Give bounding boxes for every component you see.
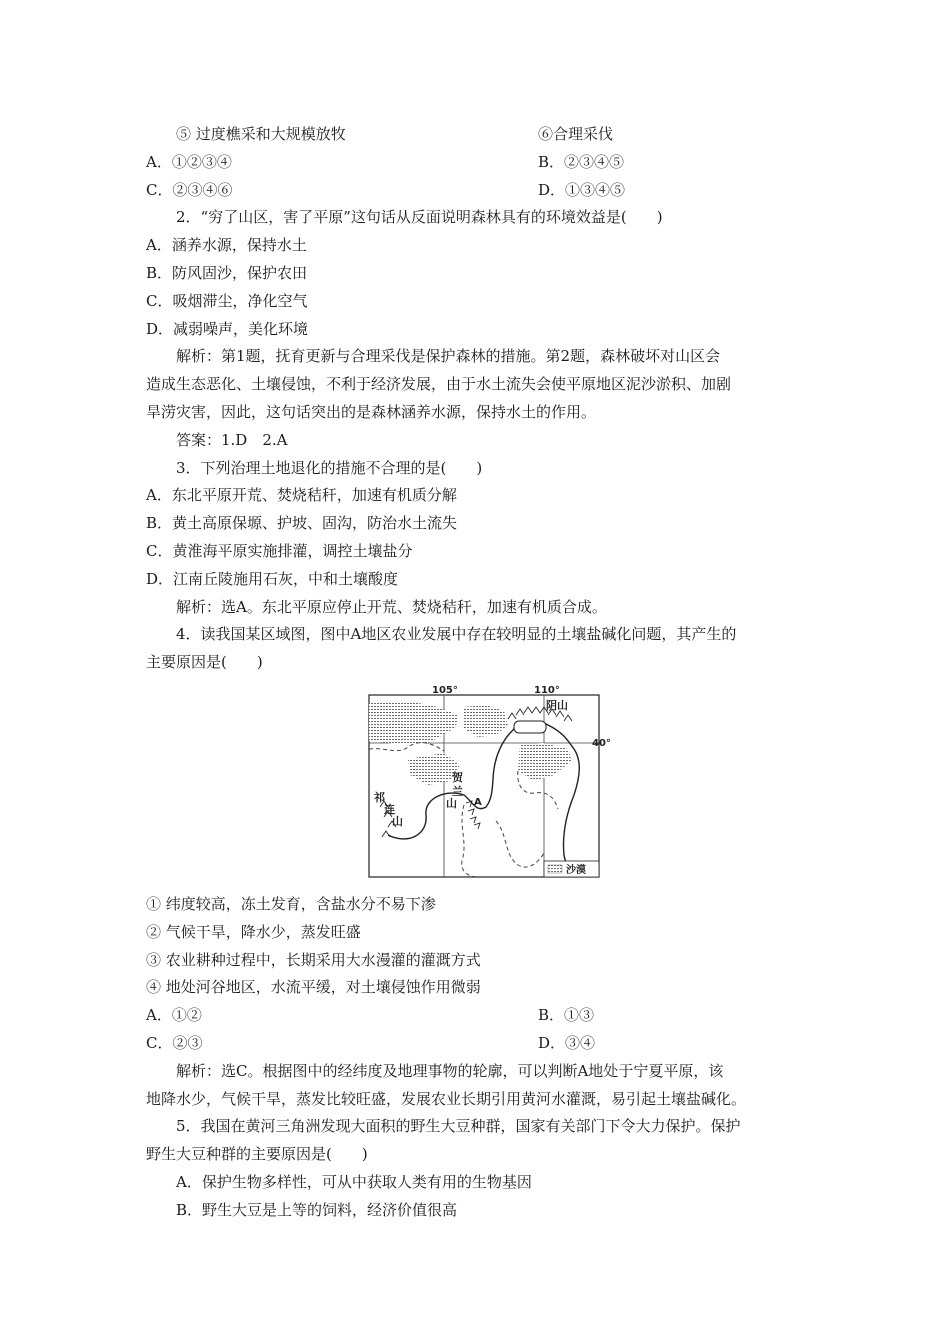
q1-item-5: ⑤ 过度樵采和大规模放牧 [176,125,346,143]
q2-option-a: A．涵养水源，保持水土 [146,236,307,255]
q3-option-b: B．黄土高原保塬、护坡、固沟，防治水土流失 [146,514,458,533]
qilian-label-1: 祁 [374,790,385,804]
helan-label-3: 山 [446,796,457,810]
q4-option-b: B．①③ [538,1006,595,1025]
q1-option-a: A．①②③④ [146,152,232,171]
q5-option-b: B．野生大豆是上等的饲料，经济价值很高 [176,1200,458,1219]
q2-stem: 2．“穷了山区，害了平原”这句话从反面说明森林具有的环境效益是( ) [176,208,663,227]
q4-item-1: ① 纬度较高，冻土发育，含盐水分不易下渗 [146,894,436,913]
hetao-plain-outline [514,721,546,733]
analysis-12-line-1: 解析：第1题，抚育更新与合理采伐是保护森林的措施。第2题，森林破坏对山区会 [176,347,721,366]
q3-option-d: D．江南丘陵施用石灰，中和土壤酸度 [146,569,399,588]
qilian-label-2: 连 [384,802,395,816]
q4-item-4: ④ 地处河谷地区，水流平缓，对土壤侵蚀作用微弱 [146,978,481,997]
q2-option-d: D．减弱噪声，美化环境 [146,319,309,338]
point-a-label: A [474,796,482,808]
analysis-12-line-2: 造成生态恶化、土壤侵蚀，不利于经济发展，由于水土流失会使平原地区泥沙淤积、加剧 [146,375,732,394]
q4-analysis-line-1: 解析：选C。根据图中的经纬度及地理事物的轮廓，可以判断A地处于宁夏平原，该 [176,1061,724,1080]
q4-option-a: A．①② [146,1006,202,1025]
q3-stem: 3．下列治理土地退化的措施不合理的是( ) [176,458,483,477]
q2-option-b: B．防风固沙，保护农田 [146,263,308,282]
answer-12: 答案：1.D 2.A [176,430,288,449]
q2-option-c: C．吸烟滞尘，净化空气 [146,291,308,310]
q1-option-d: D．①③④⑤ [538,180,626,199]
legend-desert-swatch [548,865,562,873]
longitude-105-label: 105° [432,684,458,696]
q1-items-row [146,121,806,149]
region-map [368,684,611,881]
q4-options-row-2 [146,1030,806,1058]
q4-options-row-1 [146,1002,806,1030]
longitude-110-label: 110° [534,684,560,696]
helan-label-2: 兰 [452,784,463,798]
q3-option-a: A．东北平原开荒、焚烧秸秆，加速有机质分解 [146,486,457,505]
yinshan-label: 阴山 [546,698,568,712]
q3-analysis: 解析：选A。东北平原应停止开荒、焚烧秸秆，加速有机质合成。 [176,597,607,616]
q4-item-2: ② 气候干旱，降水少，蒸发旺盛 [146,922,361,941]
q4-analysis-line-2: 地降水少，气候干旱，蒸发比较旺盛，发展农业长期引用黄河水灌溉，易引起土壤盐碱化。 [146,1089,747,1108]
q1-option-b: B．②③④⑤ [538,152,625,171]
document-content [146,121,806,1225]
q1-option-c: C．②③④⑥ [146,180,233,199]
analysis-12-line-3: 旱涝灾害，因此，这句话突出的是森林涵养水源，保持水土的作用。 [146,402,597,421]
qilian-label-3: 山 [392,814,403,828]
q1-item-6: ⑥合理采伐 [538,125,614,143]
legend-desert-label: 沙漠 [566,864,586,876]
helan-label-1: 贺 [452,770,463,784]
q4-option-d: D．③④ [538,1033,596,1052]
q1-options-row-1 [146,149,806,177]
q5-option-a: A．保护生物多样性，可从中获取人类有用的生物基因 [176,1172,532,1191]
q3-option-c: C．黄淮海平原实施排灌，调控土壤盐分 [146,541,413,560]
q1-options-row-2 [146,177,806,205]
q4-option-c: C．②③ [146,1033,203,1052]
q4-map-figure [146,677,806,891]
q5-stem-line-2: 野生大豆种群的主要原因是( ) [146,1145,368,1164]
q5-stem-line-1: 5．我国在黄河三角洲发现大面积的野生大豆种群，国家有关部门下令大力保护。保护 [176,1117,741,1136]
latitude-40-label: 40° [592,737,611,749]
q4-stem-line-1: 4．读我国某区域图，图中A地区农业发展中存在较明显的土壤盐碱化问题，其产生的 [176,625,737,644]
q4-item-3: ③ 农业耕种过程中，长期采用大水漫灌的灌溉方式 [146,950,481,969]
q4-stem-line-2: 主要原因是( ) [146,653,263,672]
